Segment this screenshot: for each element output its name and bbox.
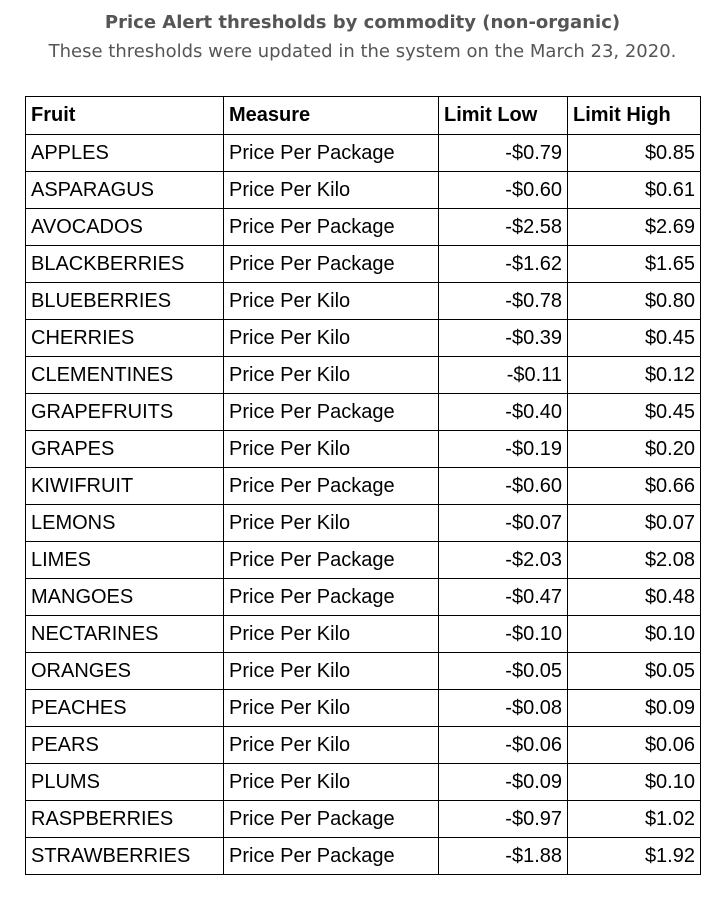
table-row [26, 209, 701, 246]
cell-limit-low: -$0.05 [439, 653, 568, 690]
cell-measure: Price Per Package [224, 468, 439, 505]
table-row [26, 431, 701, 468]
cell-limit-high: $0.06 [568, 727, 701, 764]
thresholds-table [25, 96, 701, 875]
table-row [26, 764, 701, 801]
cell-measure: Price Per Kilo [224, 283, 439, 320]
cell-limit-low: -$1.62 [439, 246, 568, 283]
table-row [26, 727, 701, 764]
cell-measure: Price Per Kilo [224, 764, 439, 801]
table-row [26, 616, 701, 653]
cell-measure: Price Per Kilo [224, 320, 439, 357]
cell-limit-low: -$2.03 [439, 542, 568, 579]
cell-fruit: ORANGES [26, 653, 224, 690]
cell-measure: Price Per Kilo [224, 653, 439, 690]
cell-limit-high: $2.08 [568, 542, 701, 579]
cell-fruit: ASPARAGUS [26, 172, 224, 209]
cell-limit-low: -$0.60 [439, 172, 568, 209]
cell-limit-high: $0.61 [568, 172, 701, 209]
table-row [26, 283, 701, 320]
table-row [26, 394, 701, 431]
cell-limit-low: -$0.19 [439, 431, 568, 468]
cell-limit-high: $0.20 [568, 431, 701, 468]
page-title: Price Alert thresholds by commodity (non-organic) [104, 12, 621, 33]
cell-limit-high: $0.10 [568, 616, 701, 653]
cell-fruit: LIMES [26, 542, 224, 579]
cell-limit-low: -$0.97 [439, 801, 568, 838]
cell-limit-low: -$0.07 [439, 505, 568, 542]
cell-limit-low: -$0.47 [439, 579, 568, 616]
cell-limit-high: $0.07 [568, 505, 701, 542]
cell-measure: Price Per Package [224, 394, 439, 431]
cell-limit-low: -$0.40 [439, 394, 568, 431]
cell-fruit: KIWIFRUIT [26, 468, 224, 505]
cell-limit-low: -$2.58 [439, 209, 568, 246]
cell-limit-high: $0.12 [568, 357, 701, 394]
cell-fruit: PEARS [26, 727, 224, 764]
cell-limit-high: $1.02 [568, 801, 701, 838]
cell-limit-low: -$0.10 [439, 616, 568, 653]
column-header-measure: Measure [224, 97, 439, 135]
cell-fruit: MANGOES [26, 579, 224, 616]
table-row [26, 320, 701, 357]
cell-fruit: AVOCADOS [26, 209, 224, 246]
table-row [26, 172, 701, 209]
cell-limit-high: $0.80 [568, 283, 701, 320]
cell-measure: Price Per Package [224, 135, 439, 172]
cell-fruit: BLACKBERRIES [26, 246, 224, 283]
cell-limit-high: $0.45 [568, 320, 701, 357]
column-header-limit-low: Limit Low [439, 97, 568, 135]
cell-fruit: LEMONS [26, 505, 224, 542]
cell-measure: Price Per Package [224, 542, 439, 579]
cell-limit-low: -$0.60 [439, 468, 568, 505]
cell-fruit: GRAPEFRUITS [26, 394, 224, 431]
cell-limit-low: -$0.11 [439, 357, 568, 394]
page-subtitle: These thresholds were updated in the system on the March 23, 2020. [48, 41, 677, 62]
cell-limit-high: $0.05 [568, 653, 701, 690]
cell-fruit: APPLES [26, 135, 224, 172]
cell-fruit: CLEMENTINES [26, 357, 224, 394]
cell-limit-low: -$0.78 [439, 283, 568, 320]
cell-measure: Price Per Package [224, 246, 439, 283]
cell-measure: Price Per Kilo [224, 357, 439, 394]
cell-limit-high: $0.10 [568, 764, 701, 801]
table-row [26, 542, 701, 579]
table-header-row [26, 97, 701, 135]
cell-fruit: BLUEBERRIES [26, 283, 224, 320]
cell-limit-high: $0.09 [568, 690, 701, 727]
cell-measure: Price Per Kilo [224, 172, 439, 209]
table-row [26, 579, 701, 616]
table-row [26, 135, 701, 172]
table-row [26, 653, 701, 690]
cell-fruit: RASPBERRIES [26, 801, 224, 838]
cell-measure: Price Per Package [224, 579, 439, 616]
cell-fruit: CHERRIES [26, 320, 224, 357]
cell-fruit: PEACHES [26, 690, 224, 727]
cell-measure: Price Per Kilo [224, 431, 439, 468]
cell-limit-low: -$0.09 [439, 764, 568, 801]
cell-measure: Price Per Kilo [224, 690, 439, 727]
table-row [26, 357, 701, 394]
cell-limit-high: $1.65 [568, 246, 701, 283]
column-header-limit-high: Limit High [568, 97, 701, 135]
cell-measure: Price Per Package [224, 801, 439, 838]
cell-limit-low: -$0.08 [439, 690, 568, 727]
cell-fruit: STRAWBERRIES [26, 838, 224, 875]
table-row [26, 838, 701, 875]
cell-measure: Price Per Kilo [224, 505, 439, 542]
cell-measure: Price Per Package [224, 838, 439, 875]
column-header-fruit: Fruit [26, 97, 224, 135]
cell-limit-low: -$0.06 [439, 727, 568, 764]
cell-limit-high: $1.92 [568, 838, 701, 875]
table-body [26, 135, 701, 875]
cell-limit-low: -$0.39 [439, 320, 568, 357]
table-row [26, 246, 701, 283]
cell-fruit: PLUMS [26, 764, 224, 801]
cell-fruit: NECTARINES [26, 616, 224, 653]
cell-limit-high: $2.69 [568, 209, 701, 246]
cell-limit-high: $0.85 [568, 135, 701, 172]
table-row [26, 468, 701, 505]
cell-measure: Price Per Kilo [224, 616, 439, 653]
table-row [26, 505, 701, 542]
cell-limit-high: $0.48 [568, 579, 701, 616]
cell-limit-high: $0.66 [568, 468, 701, 505]
cell-measure: Price Per Kilo [224, 727, 439, 764]
cell-limit-low: -$1.88 [439, 838, 568, 875]
cell-limit-low: -$0.79 [439, 135, 568, 172]
cell-measure: Price Per Package [224, 209, 439, 246]
cell-fruit: GRAPES [26, 431, 224, 468]
table-row [26, 801, 701, 838]
cell-limit-high: $0.45 [568, 394, 701, 431]
table-row [26, 690, 701, 727]
